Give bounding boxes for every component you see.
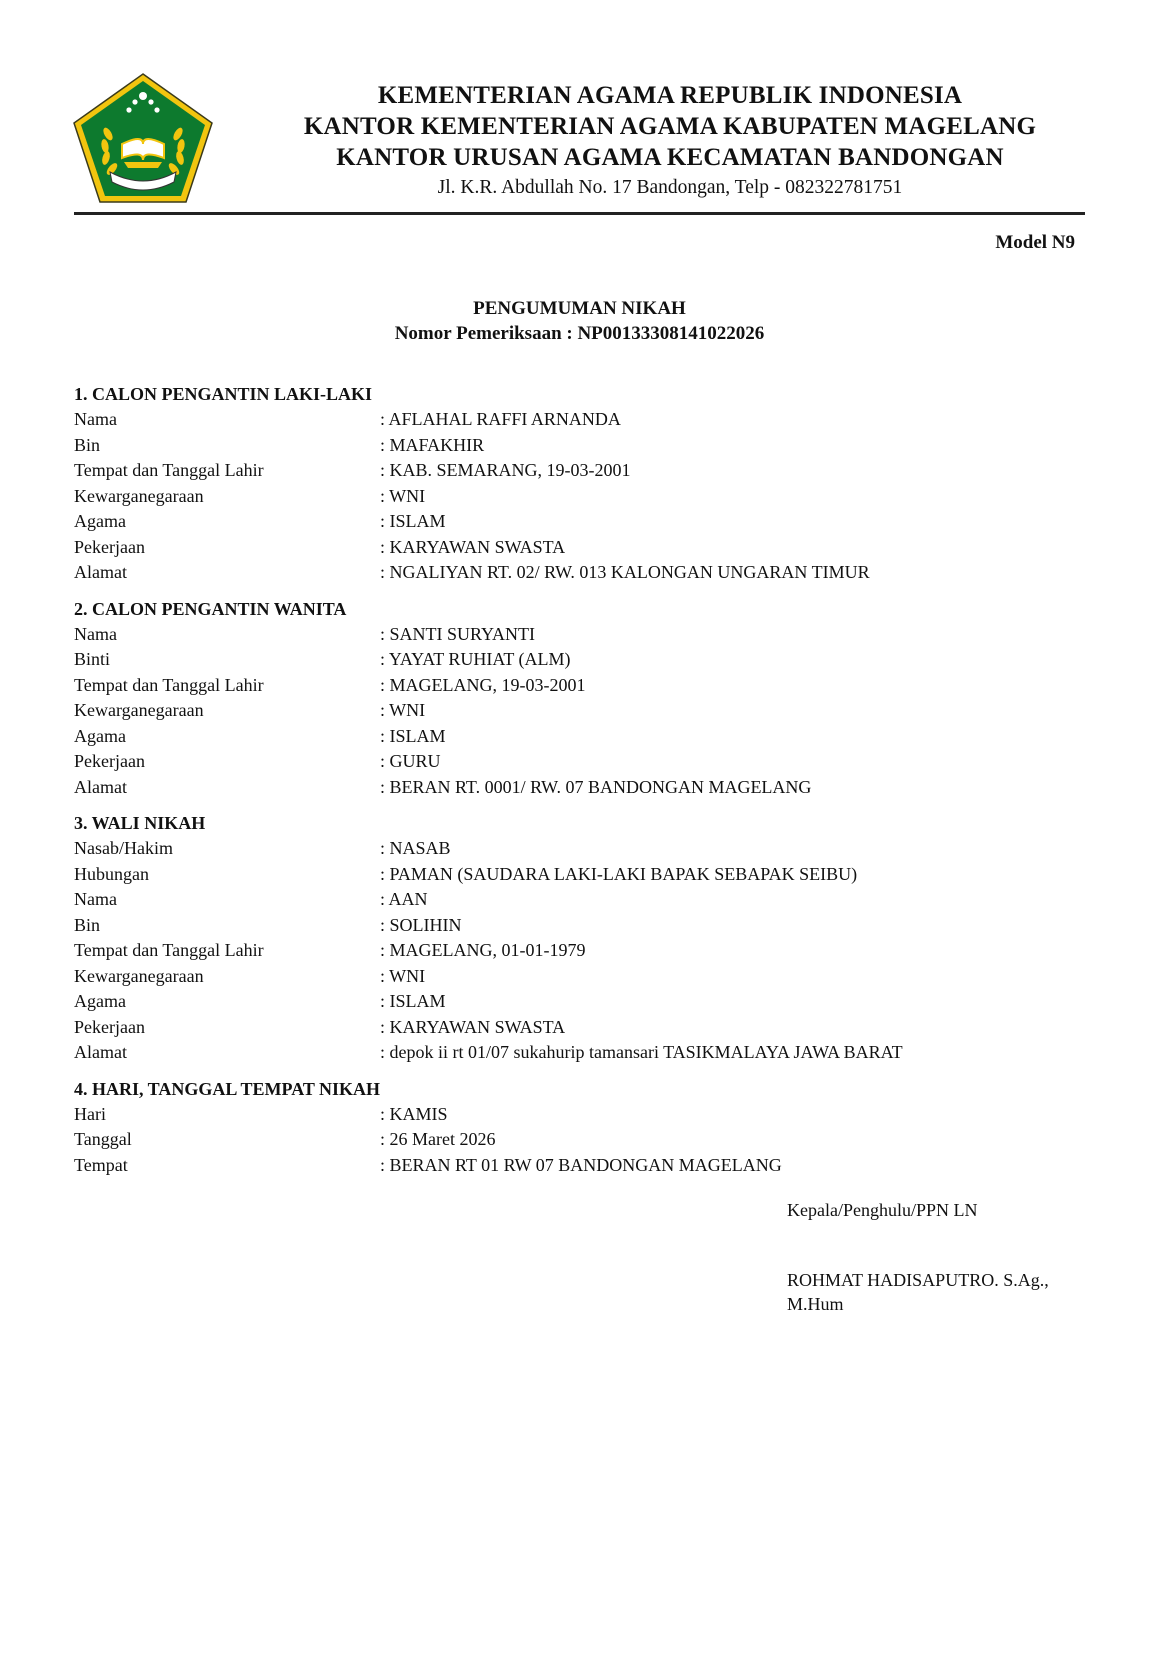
field-label: Nama [74, 623, 117, 644]
field-value: : BERAN RT 01 RW 07 BANDONGAN MAGELANG [380, 1154, 782, 1175]
section-1 [74, 382, 1085, 586]
signatory-title: M.Hum [787, 1294, 844, 1314]
field-value: : NASAB [380, 838, 451, 858]
field-value: : 26 Maret 2026 [380, 1129, 496, 1149]
field-label: Tempat dan Tanggal Lahir [74, 940, 264, 960]
field-row [74, 622, 1085, 648]
header-kua-office: KANTOR URUSAN AGAMA KECAMATAN BANDONGAN [336, 144, 1004, 171]
form-model: Model N9 [995, 232, 1075, 253]
field-row [74, 1102, 1085, 1128]
field-value: : SOLIHIN [380, 914, 462, 935]
field-label: Alamat [74, 776, 127, 797]
field-label: Alamat [74, 562, 127, 582]
field-label: Bin [74, 434, 101, 455]
section-heading: 1. CALON PENGANTIN LAKI-LAKI [74, 384, 373, 404]
document-number: Nomor Pemeriksaan : NP00133308141022026 [394, 323, 765, 344]
header-regency-office: KANTOR KEMENTERIAN AGAMA KABUPATEN MAGELANG [303, 113, 1037, 140]
field-label: Tanggal [74, 1129, 132, 1149]
field-row [74, 458, 1085, 484]
field-row [74, 647, 1085, 673]
field-label: Nasab/Hakim [74, 838, 173, 858]
field-row [74, 433, 1085, 459]
field-label: Kewarganegaraan [74, 485, 204, 506]
field-row [74, 989, 1085, 1015]
signatory-name: ROHMAT HADISAPUTRO. S.Ag., [787, 1270, 1049, 1290]
field-value: : GURU [380, 751, 441, 771]
section-heading: 4. HARI, TANGGAL TEMPAT NIKAH [74, 1078, 381, 1099]
field-row [74, 509, 1085, 535]
field-value: : BERAN RT. 0001/ RW. 07 BANDONGAN MAGELANG [380, 776, 812, 797]
field-row [74, 698, 1085, 724]
field-label: Pekerjaan [74, 1016, 145, 1037]
field-row [74, 964, 1085, 990]
field-value: : KARYAWAN SWASTA [380, 1016, 566, 1037]
field-row [74, 1040, 1085, 1066]
field-value: : ISLAM [380, 991, 446, 1011]
field-label: Pekerjaan [74, 751, 145, 771]
field-label: Hari [74, 1103, 106, 1124]
field-label: Bin [74, 914, 101, 935]
header-address: Jl. K.R. Abdullah No. 17 Bandongan, Telp - 082322781751 [437, 177, 903, 198]
field-row [74, 836, 1085, 862]
field-label: Agama [74, 991, 126, 1011]
field-label: Kewarganegaraan [74, 700, 204, 720]
kemenag-logo [72, 72, 214, 204]
section-3 [74, 811, 1085, 1066]
field-value: : WNI [380, 700, 426, 720]
field-label: Alamat [74, 1042, 127, 1062]
field-label: Pekerjaan [74, 536, 145, 557]
field-value: : KARYAWAN SWASTA [380, 536, 566, 557]
field-value: : KAMIS [380, 1103, 448, 1124]
field-value: : AAN [380, 889, 428, 909]
section-4 [74, 1077, 1085, 1179]
field-row [74, 938, 1085, 964]
field-row [74, 535, 1085, 561]
field-row [74, 862, 1085, 888]
field-value: : ISLAM [380, 511, 446, 531]
field-label: Tempat dan Tanggal Lahir [74, 460, 264, 480]
field-value: : YAYAT RUHIAT (ALM) [380, 649, 571, 669]
field-value: : WNI [380, 485, 426, 506]
field-row [74, 775, 1085, 801]
field-row [74, 407, 1085, 433]
document-title: PENGUMUMAN NIKAH [473, 298, 686, 319]
field-row [74, 560, 1085, 586]
field-value: : MAFAKHIR [380, 434, 485, 455]
field-row [74, 913, 1085, 939]
field-row [74, 1153, 1085, 1179]
field-value: : SANTI SURYANTI [380, 623, 536, 644]
field-value: : MAGELANG, 19-03-2001 [380, 674, 586, 695]
section-heading: 3. WALI NIKAH [74, 813, 206, 833]
field-label: Tempat [74, 1154, 128, 1175]
field-value: : MAGELANG, 01-01-1979 [380, 940, 586, 960]
field-label: Kewarganegaraan [74, 965, 204, 986]
field-label: Agama [74, 725, 126, 746]
field-value: : AFLAHAL RAFFI ARNANDA [380, 409, 621, 429]
document-title-block [74, 296, 1085, 346]
field-row [74, 673, 1085, 699]
signatory-position: Kepala/Penghulu/PPN LN [787, 1200, 978, 1220]
field-row [74, 1127, 1085, 1153]
field-value: : ISLAM [380, 725, 446, 746]
section-heading: 2. CALON PENGANTIN WANITA [74, 598, 347, 619]
field-value: : PAMAN (SAUDARA LAKI-LAKI BAPAK SEBAPAK SEIBU) [380, 863, 858, 884]
header-divider [74, 212, 1085, 215]
field-label: Nama [74, 409, 117, 429]
field-value: : depok ii rt 01/07 sukahurip tamansari TASIKMALAYA JAWA BARAT [380, 1042, 903, 1062]
field-row [74, 1015, 1085, 1041]
field-label: Binti [74, 649, 111, 669]
announcement-body [74, 382, 1085, 1189]
field-label: Agama [74, 511, 126, 531]
field-row [74, 724, 1085, 750]
section-2 [74, 597, 1085, 801]
field-row [74, 484, 1085, 510]
field-label: Tempat dan Tanggal Lahir [74, 674, 264, 695]
field-row [74, 887, 1085, 913]
field-label: Nama [74, 889, 117, 909]
field-value: : NGALIYAN RT. 02/ RW. 013 KALONGAN UNGARAN TIMUR [380, 562, 870, 582]
signature-block [787, 1198, 1087, 1316]
field-row [74, 749, 1085, 775]
field-label: Hubungan [74, 863, 149, 884]
field-value: : WNI [380, 965, 426, 986]
header-ministry: KEMENTERIAN AGAMA REPUBLIK INDONESIA [377, 82, 963, 109]
field-value: : KAB. SEMARANG, 19-03-2001 [380, 460, 631, 480]
